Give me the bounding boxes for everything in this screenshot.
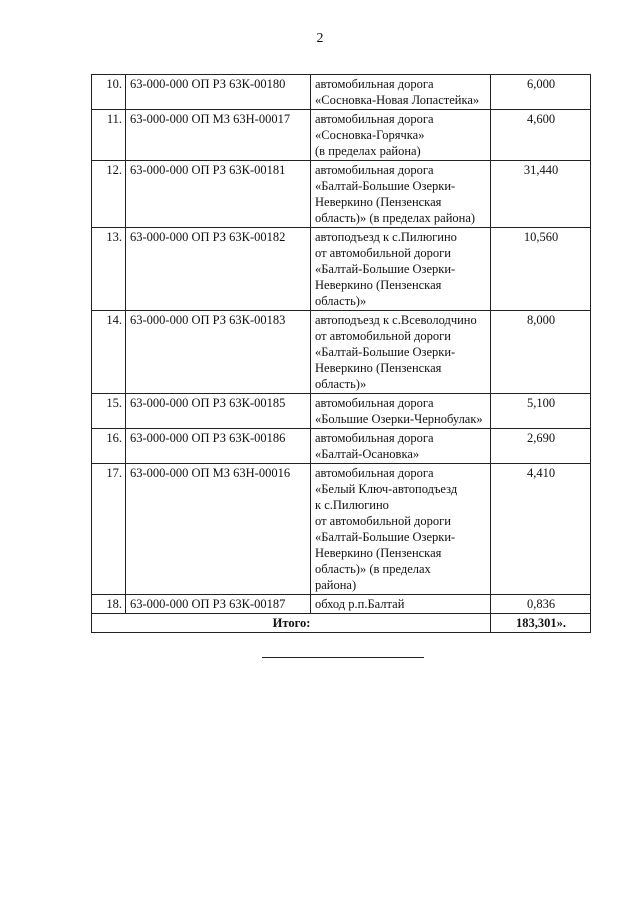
page-number: 2: [316, 31, 324, 46]
table-row: [92, 429, 591, 464]
table-row: [92, 110, 591, 161]
road-id-code: 63-000-000 ОП РЗ 63К-00186: [126, 429, 311, 464]
road-name-line: «Балтай-Большие Озерки-: [315, 179, 456, 193]
road-name-line: «Балтай-Большие Озерки-: [315, 262, 456, 276]
table-row: [92, 228, 591, 311]
road-name-line: автомобильная дорога: [315, 77, 434, 91]
road-name-line: от автомобильной дороги: [315, 514, 451, 528]
road-id-code: 63-000-000 ОП РЗ 63К-00185: [126, 394, 311, 429]
road-name-line: района): [315, 578, 357, 592]
road-length: 0,836: [491, 595, 591, 614]
road-name: [311, 394, 491, 429]
road-name-line: «Сосновка-Горячка»: [315, 128, 425, 142]
row-number: 14.: [92, 311, 126, 394]
total-value: 183,301».: [491, 614, 591, 633]
road-name-line: Неверкино (Пензенская: [315, 546, 442, 560]
row-number: 17.: [92, 464, 126, 595]
road-id-code: 63-000-000 ОП РЗ 63К-00180: [126, 75, 311, 110]
road-name: [311, 110, 491, 161]
closing-rule: [262, 657, 424, 658]
road-name-line: область)» (в пределах: [315, 562, 431, 576]
road-name: [311, 429, 491, 464]
row-number: 12.: [92, 161, 126, 228]
road-name: [311, 161, 491, 228]
road-name-line: от автомобильной дороги: [315, 329, 451, 343]
road-id-code: 63-000-000 ОП МЗ 63Н-00016: [126, 464, 311, 595]
road-id-code: 63-000-000 ОП МЗ 63Н-00017: [126, 110, 311, 161]
road-name-line: «Балтай-Большие Озерки-: [315, 345, 456, 359]
road-length: 5,100: [491, 394, 591, 429]
table-body: [92, 75, 591, 633]
road-name-line: «Большие Озерки-Чернобулак»: [315, 412, 483, 426]
table-row: [92, 595, 591, 614]
road-length: 8,000: [491, 311, 591, 394]
road-name-line: Неверкино (Пензенская: [315, 195, 442, 209]
total-row: [92, 614, 591, 633]
road-name: [311, 311, 491, 394]
row-number: 16.: [92, 429, 126, 464]
road-name-line: автоподъезд к с.Пилюгино: [315, 230, 457, 244]
road-name-line: (в пределах района): [315, 144, 421, 158]
road-id-code: 63-000-000 ОП РЗ 63К-00183: [126, 311, 311, 394]
road-name: [311, 464, 491, 595]
road-length: 6,000: [491, 75, 591, 110]
row-number: 18.: [92, 595, 126, 614]
table-row: [92, 464, 591, 595]
table-row: [92, 75, 591, 110]
road-name: [311, 228, 491, 311]
road-id-code: 63-000-000 ОП РЗ 63К-00187: [126, 595, 311, 614]
road-length: 4,600: [491, 110, 591, 161]
row-number: 11.: [92, 110, 126, 161]
road-name-line: автомобильная дорога: [315, 163, 434, 177]
road-length: 2,690: [491, 429, 591, 464]
row-number: 10.: [92, 75, 126, 110]
road-list-table: [91, 74, 591, 633]
total-label: Итого:: [92, 614, 491, 633]
road-name-line: Неверкино (Пензенская: [315, 361, 442, 375]
road-name-line: автоподъезд к с.Всеволодчино: [315, 313, 477, 327]
road-name-line: обход р.п.Балтай: [315, 597, 405, 611]
road-name-line: «Белый Ключ-автоподъезд: [315, 482, 458, 496]
road-name-line: от автомобильной дороги: [315, 246, 451, 260]
road-name-line: область)»: [315, 377, 367, 391]
road-length: 4,410: [491, 464, 591, 595]
road-name-line: «Балтай-Осановка»: [315, 447, 420, 461]
road-name-line: «Сосновка-Новая Лопастейка»: [315, 93, 480, 107]
road-name-line: к с.Пилюгино: [315, 498, 389, 512]
road-name-line: область)»: [315, 294, 367, 308]
row-number: 15.: [92, 394, 126, 429]
table-row: [92, 394, 591, 429]
road-length: 10,560: [491, 228, 591, 311]
road-name-line: область)» (в пределах района): [315, 211, 476, 225]
road-name: [311, 75, 491, 110]
road-id-code: 63-000-000 ОП РЗ 63К-00181: [126, 161, 311, 228]
road-name-line: автомобильная дорога: [315, 396, 434, 410]
road-name-line: автомобильная дорога: [315, 466, 434, 480]
road-id-code: 63-000-000 ОП РЗ 63К-00182: [126, 228, 311, 311]
road-name-line: автомобильная дорога: [315, 431, 434, 445]
row-number: 13.: [92, 228, 126, 311]
road-name: [311, 595, 491, 614]
table-row: [92, 161, 591, 228]
road-name-line: автомобильная дорога: [315, 112, 434, 126]
road-length: 31,440: [491, 161, 591, 228]
road-name-line: Неверкино (Пензенская: [315, 278, 442, 292]
table-row: [92, 311, 591, 394]
road-name-line: «Балтай-Большие Озерки-: [315, 530, 456, 544]
